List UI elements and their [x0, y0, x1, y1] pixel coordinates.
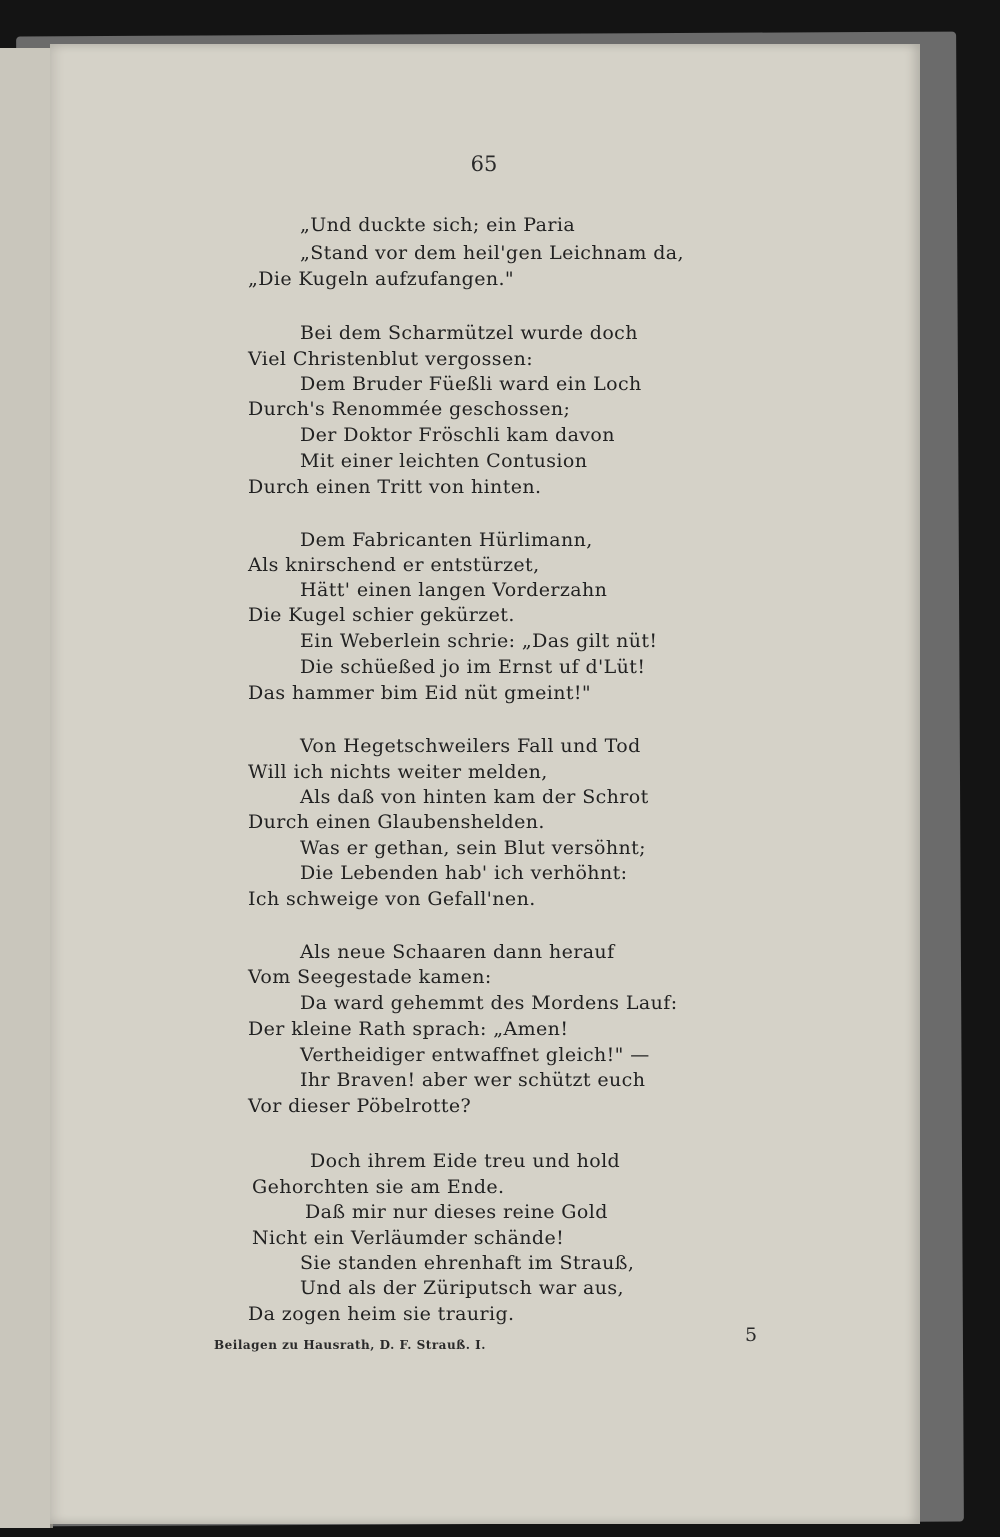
poem-line: Die Kugel schier gekürzet. — [248, 604, 515, 626]
poem-line: Mit einer leichten Contusion — [300, 450, 588, 472]
poem-line: Dem Fabricanten Hürlimann, — [300, 529, 593, 551]
poem-line: Das hammer bim Eid nüt gmeint!" — [248, 682, 592, 704]
left-page-edge — [0, 48, 53, 1528]
poem-line: „Die Kugeln aufzufangen." — [248, 268, 515, 290]
poem-line: Als knirschend er entstürzet, — [248, 554, 540, 576]
poem-line: Als daß von hinten kam der Schrot — [300, 786, 649, 808]
poem-line: Und als der Züriputsch war aus, — [300, 1277, 624, 1299]
poem-line: „Stand vor dem heil'gen Leichnam da, — [300, 242, 684, 264]
poem-line: Vom Seegestade kamen: — [248, 966, 492, 988]
page-number: 65 — [470, 152, 498, 176]
poem-line: Hätt' einen langen Vorderzahn — [300, 579, 608, 601]
poem-line: Viel Christenblut vergossen: — [248, 348, 534, 370]
poem-line: Durch's Renommée geschossen; — [248, 398, 571, 420]
poem-line: Die Lebenden hab' ich verhöhnt: — [300, 862, 628, 884]
poem-line: Ich schweige von Gefall'nen. — [248, 888, 536, 910]
poem-line: Von Hegetschweilers Fall und Tod — [300, 735, 641, 757]
footer-note: Beilagen zu Hausrath, D. F. Strauß. I. — [214, 1338, 486, 1352]
signature-mark: 5 — [745, 1324, 758, 1346]
poem-line: Gehorchten sie am Ende. — [252, 1176, 505, 1198]
poem-line: Daß mir nur dieses reine Gold — [305, 1201, 608, 1223]
poem-line: Vertheidiger entwaffnet gleich!" — — [300, 1044, 650, 1066]
poem-line: Doch ihrem Eide treu und hold — [310, 1150, 621, 1172]
poem-line: Vor dieser Pöbelrotte? — [248, 1095, 472, 1117]
poem-line: Da zogen heim sie traurig. — [248, 1303, 515, 1325]
poem-line: Nicht ein Verläumder schände! — [252, 1227, 565, 1249]
poem-line: „Und duckte sich; ein Paria — [300, 214, 576, 236]
poem-line: Der Doktor Fröschli kam davon — [300, 424, 615, 446]
poem-line: Durch einen Tritt von hinten. — [248, 476, 542, 498]
poem-line: Als neue Schaaren dann herauf — [300, 941, 615, 963]
poem-line: Will ich nichts weiter melden, — [248, 761, 548, 783]
poem-line: Durch einen Glaubenshelden. — [248, 811, 545, 833]
poem-line: Da ward gehemmt des Mordens Lauf: — [300, 992, 678, 1014]
poem-line: Bei dem Scharmützel wurde doch — [300, 322, 638, 344]
poem-line: Sie standen ehrenhaft im Strauß, — [300, 1252, 635, 1274]
poem-line: Die schüeßed jo im Ernst uf d'Lüt! — [300, 656, 646, 678]
poem-line: Der kleine Rath sprach: „Amen! — [248, 1018, 569, 1040]
poem-line: Ein Weberlein schrie: „Das gilt nüt! — [300, 630, 658, 652]
poem-line: Ihr Braven! aber wer schützt euch — [300, 1069, 646, 1091]
poem-line: Was er gethan, sein Blut versöhnt; — [300, 837, 646, 859]
poem-line: Dem Bruder Füeßli ward ein Loch — [300, 373, 642, 395]
book-page — [50, 44, 920, 1524]
